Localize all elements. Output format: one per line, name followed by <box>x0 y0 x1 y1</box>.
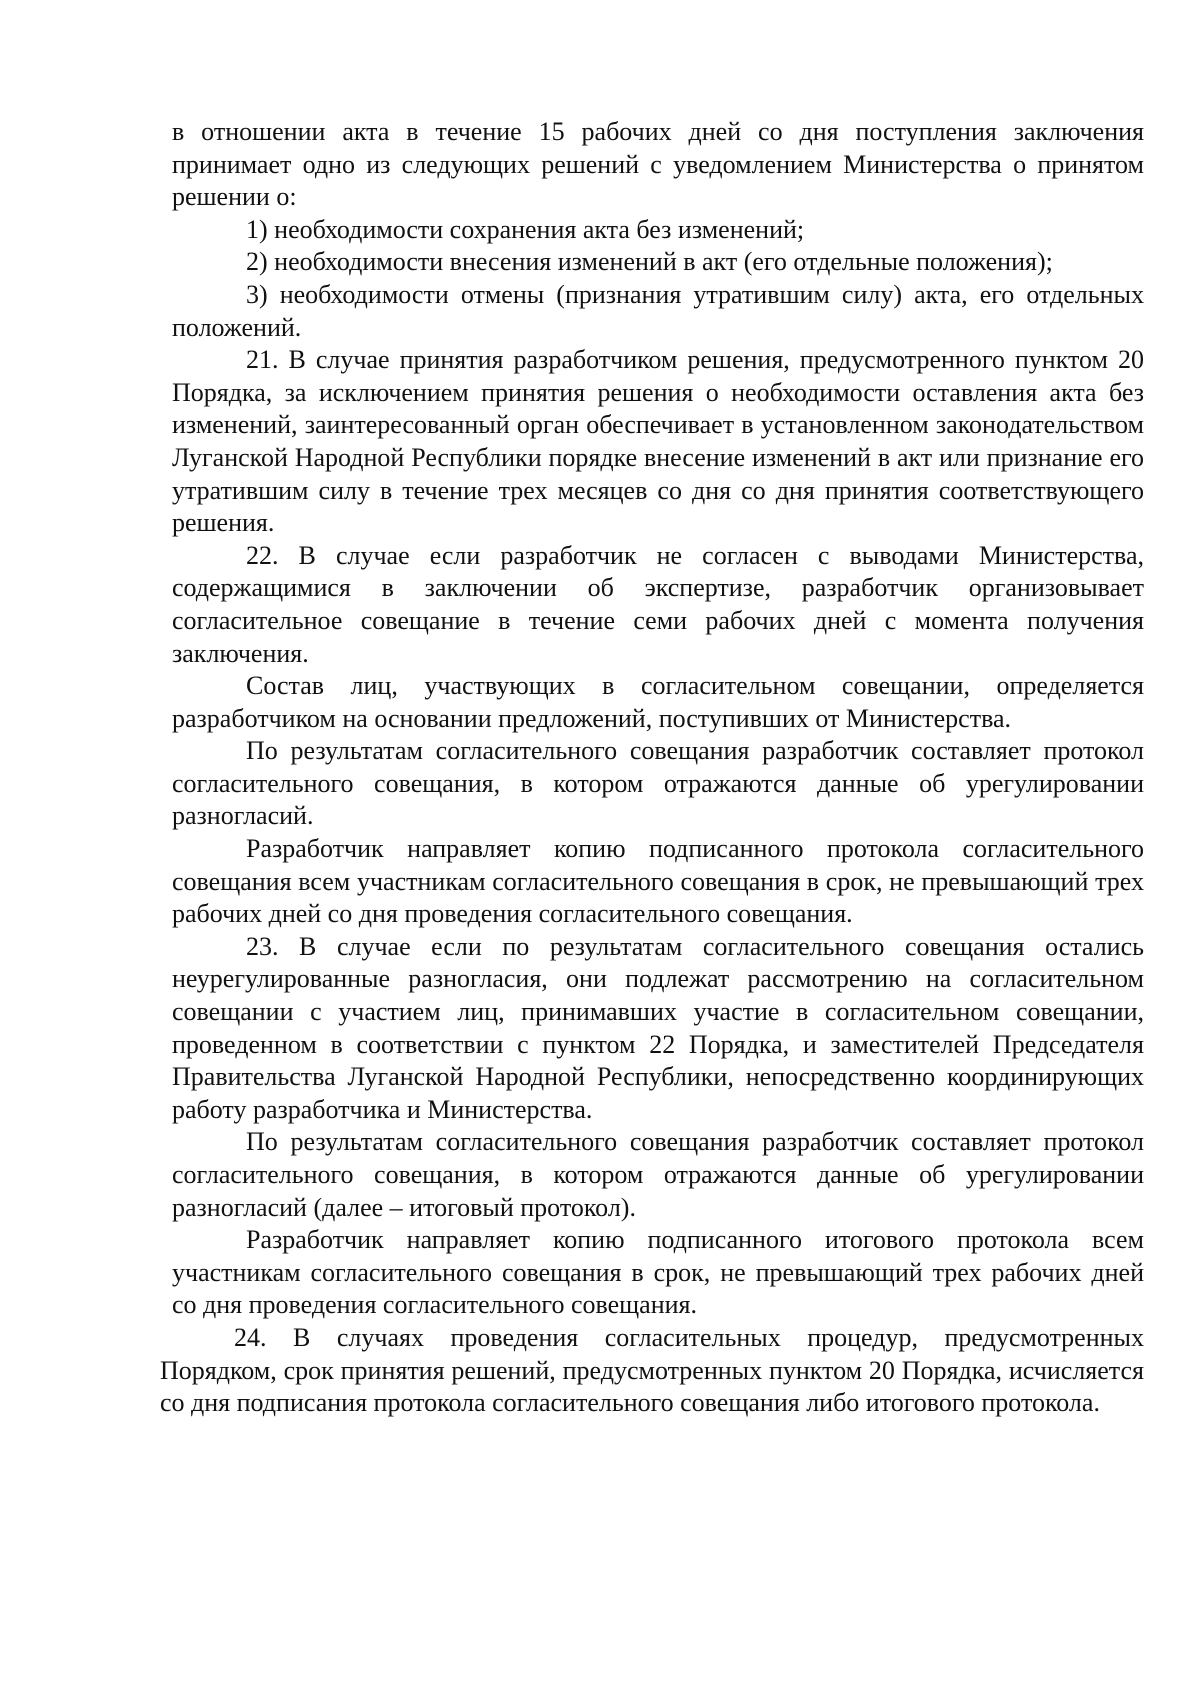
paragraph-list-item-2: 2) необходимости внесения изменений в акт (его отдельные положения); <box>246 247 1053 277</box>
paragraph-list-item-3: 3) необходимости отмены (признания утратившим силу) акта, его отдельных положений. <box>172 279 1144 342</box>
paragraph-clause-22: 22. В случае если разработчик не согласен с выводами Министерства, содержащимися в заключении об экспертизе, разработчик организовывает согласительное совещание в течение семи рабочих дней с момента получения заключения. <box>172 540 1144 668</box>
paragraph-clause-23-copy: Разработчик направляет копию подписанного итогового протокола всем участникам согласительного совещания в срок, не превышающий трех рабочих дней со дня проведения согласительного совещания. <box>172 1225 1144 1320</box>
paragraph-clause-24: 24. В случаях проведения согласительных процедур, предусмотренных Порядком, срок принятия решений, предусмотренных пунктом 20 Порядка, исчисляется со дня подписания протокола согласительного совещания либо итогового протокола. <box>160 1322 1144 1418</box>
paragraph-list-item-1: 1) необходимости сохранения акта без изменений; <box>246 214 805 244</box>
paragraph-clause-23-protocol: По результатам согласительного совещания разработчик составляет протокол согласительного совещания, в котором отражаются данные об урегулировании разногласий (далее – итоговый протокол). <box>172 1127 1144 1222</box>
paragraph-clause-21: 21. В случае принятия разработчиком решения, предусмотренного пунктом 20 Порядка, за исключением принятия решения о необходимости оставления акта без изменений, заинтересованный орган обеспечивает в установленном законодательством Луганской Народной Республики порядке внесение изменений в акт или признание его утратившим силу в течение трех месяцев со дня со дня принятия соответствующего решения. <box>172 345 1144 538</box>
paragraph-clause-22-composition: Состав лиц, участвующих в согласительном совещании, определяется разработчиком на основании предложений, поступивших от Министерства. <box>172 671 1144 733</box>
paragraph-clause-23: 23. В случае если по результатам согласительного совещания остались неурегулированные разногласия, они подлежат рассмотрению на согласительном совещании с участием лиц, принимавших участие в согласительном совещании, проведенном в соответствии с пунктом 22 Порядка, и заместителей Председателя Правительства Луганской Народной Республики, непосредственно координирующих работу разработчика и Министерства. <box>172 931 1144 1124</box>
paragraph-clause-22-copy: Разработчик направляет копию подписанного протокола согласительного совещания всем участникам согласительного совещания в срок, не превышающий трех рабочих дней со дня проведения согласительного совещания. <box>172 834 1144 929</box>
paragraph-clause-22-protocol: По результатам согласительного совещания разработчик составляет протокол согласительного совещания, в котором отражаются данные об урегулировании разногласий. <box>172 736 1144 831</box>
document-body <box>160 116 1144 1420</box>
paragraph-continuation: в отношении акта в течение 15 рабочих дней со дня поступления заключения принимает одно из следующих решений с уведомлением Министерства о принятом решении о: <box>172 117 1144 212</box>
